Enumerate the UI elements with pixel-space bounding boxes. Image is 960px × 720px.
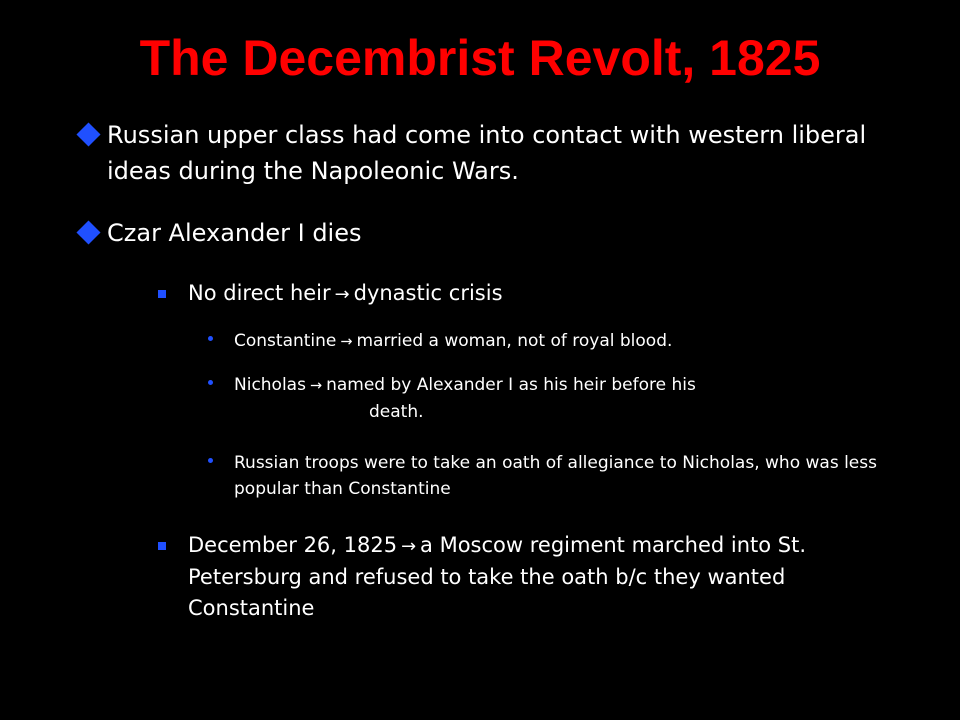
diamond-bullet-icon bbox=[76, 122, 100, 146]
square-bullet-icon bbox=[158, 290, 166, 298]
subbullet-no-heir-after: dynastic crisis bbox=[353, 281, 503, 305]
bullet-upper-class: Russian upper class had come into contact with western liberal ideas during the Napoleonic Wars. bbox=[107, 121, 867, 185]
dot-bullet-icon bbox=[208, 458, 213, 463]
right-arrow-icon: → bbox=[334, 284, 350, 305]
detail-constantine-before: Constantine bbox=[234, 331, 337, 351]
slide-title: The Decembrist Revolt, 1825 bbox=[139, 30, 821, 86]
diamond-bullet-icon bbox=[76, 220, 100, 244]
dot-bullet-icon bbox=[208, 336, 213, 341]
right-arrow-icon: → bbox=[401, 536, 417, 557]
subbullet-december-26 bbox=[188, 530, 918, 624]
detail-constantine-after: married a woman, not of royal blood. bbox=[356, 331, 673, 351]
subbullet-december-26-after: a Moscow regiment marched into St. Petersburg and refused to take the oath b/c they wanted Constantine bbox=[188, 533, 807, 620]
detail-nicholas-after: named by Alexander I as his heir before his bbox=[326, 375, 696, 395]
right-arrow-icon: → bbox=[309, 378, 323, 394]
detail-nicholas-before: Nicholas bbox=[234, 375, 306, 395]
detail-russian-troops: Russian troops were to take an oath of allegiance to Nicholas, who was less popular than Constantine bbox=[234, 453, 877, 499]
detail-constantine bbox=[234, 328, 934, 355]
right-arrow-icon: → bbox=[340, 334, 353, 350]
square-bullet-icon bbox=[158, 542, 166, 550]
detail-nicholas-continuation: death. bbox=[369, 402, 424, 422]
subbullet-december-26-before: December 26, 1825 bbox=[188, 533, 398, 557]
subbullet-no-heir-before: No direct heir bbox=[188, 281, 331, 305]
bullet-czar-dies: Czar Alexander I dies bbox=[107, 219, 362, 247]
dot-bullet-icon bbox=[208, 380, 213, 385]
subbullet-no-heir bbox=[188, 278, 928, 310]
detail-nicholas bbox=[234, 372, 934, 425]
